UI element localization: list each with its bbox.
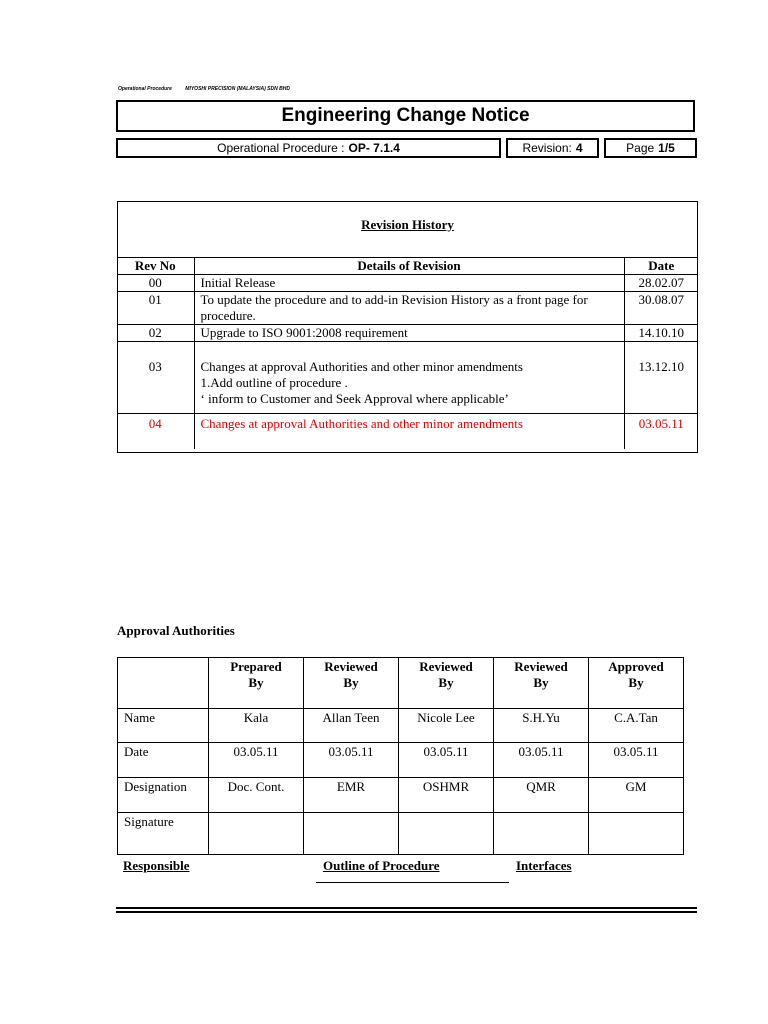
designation-cell: GM xyxy=(589,778,684,813)
table-row xyxy=(117,342,698,414)
date-cell: 03.05.11 xyxy=(209,743,304,778)
procedure-label: Operational Procedure : xyxy=(217,141,345,155)
date-cell: 03.05.11 xyxy=(589,743,684,778)
row-label: Designation xyxy=(118,778,209,813)
name-cell: Allan Teen xyxy=(304,709,399,743)
revision-date: 13.12.10 xyxy=(624,342,698,414)
designation-cell: QMR xyxy=(494,778,589,813)
revision-label: Revision: xyxy=(522,141,572,155)
approval-header-row xyxy=(118,658,684,709)
approval-table xyxy=(117,657,684,855)
column-header: Reviewed By xyxy=(304,658,399,709)
revision-header-row xyxy=(117,258,698,275)
bottom-double-rule xyxy=(116,907,697,913)
revision-box xyxy=(506,138,599,158)
signature-cell xyxy=(304,813,399,855)
column-header: Prepared By xyxy=(209,658,304,709)
designation-cell: EMR xyxy=(304,778,399,813)
responsible-heading: Responsible xyxy=(123,858,190,873)
signature-cell xyxy=(494,813,589,855)
signature-cell xyxy=(399,813,494,855)
revision-date: 14.10.10 xyxy=(624,325,698,342)
table-row xyxy=(118,709,684,743)
revision-details: Initial Release xyxy=(194,275,624,292)
procedure-number: OP- 7.1.4 xyxy=(348,141,400,155)
revision-date: 28.02.07 xyxy=(624,275,698,292)
designation-cell: Doc. Cont. xyxy=(209,778,304,813)
divider-line xyxy=(316,882,509,883)
revision-history-table xyxy=(117,257,698,449)
document-title: Engineering Change Notice xyxy=(116,100,695,132)
designation-cell: OSHMR xyxy=(399,778,494,813)
details-line: Changes at approval Authorities and other minor amendments xyxy=(200,359,523,374)
rev-no: 01 xyxy=(117,292,194,325)
rev-no: 03 xyxy=(117,342,194,414)
row-label: Date xyxy=(118,743,209,778)
revision-details: Upgrade to ISO 9001:2008 requirement xyxy=(194,325,624,342)
interfaces-heading: Interfaces xyxy=(516,858,572,873)
procedure-box xyxy=(116,138,501,158)
revision-date: 03.05.11 xyxy=(624,414,698,449)
date-cell: 03.05.11 xyxy=(399,743,494,778)
page-label: Page xyxy=(626,141,655,155)
approval-heading: Approval Authorities xyxy=(117,623,235,638)
date-cell: 03.05.11 xyxy=(494,743,589,778)
column-header: Approved By xyxy=(589,658,684,709)
revision-details xyxy=(194,342,624,414)
revision-date: 30.08.07 xyxy=(624,292,698,325)
outline-heading: Outline of Procedure xyxy=(323,858,440,873)
column-header: Details of Revision xyxy=(194,258,624,275)
table-row xyxy=(117,325,698,342)
running-header xyxy=(118,86,290,92)
column-header: Rev No xyxy=(117,258,194,275)
name-cell: Kala xyxy=(209,709,304,743)
company-name: MIYOSHI PRECISION (MALAYSIA) SDN BHD xyxy=(185,86,290,92)
revision-details: Changes at approval Authorities and other minor amendments xyxy=(194,414,624,449)
column-header: Date xyxy=(624,258,698,275)
table-row xyxy=(118,743,684,778)
page-number: 1/5 xyxy=(658,141,675,155)
table-row xyxy=(118,778,684,813)
signature-cell xyxy=(589,813,684,855)
rev-no: 04 xyxy=(117,414,194,449)
details-line: ‘ inform to Customer and Seek Approval where applicable’ xyxy=(200,391,509,406)
revision-details: To update the procedure and to add-in Revision History as a front page for procedure. xyxy=(194,292,624,325)
table-row-current xyxy=(117,414,698,449)
signature-cell xyxy=(209,813,304,855)
page-box xyxy=(604,138,697,158)
row-label: Signature xyxy=(118,813,209,855)
revision-number: 4 xyxy=(575,141,583,155)
column-header: Reviewed By xyxy=(494,658,589,709)
corner-cell xyxy=(118,658,209,709)
revision-history-title: Revision History xyxy=(361,217,454,232)
rev-no: 02 xyxy=(117,325,194,342)
name-cell: Nicole Lee xyxy=(399,709,494,743)
column-header: Reviewed By xyxy=(399,658,494,709)
table-row xyxy=(117,275,698,292)
name-cell: S.H.Yu xyxy=(494,709,589,743)
table-row xyxy=(117,292,698,325)
rev-no: 00 xyxy=(117,275,194,292)
date-cell: 03.05.11 xyxy=(304,743,399,778)
doc-type: Operational Procedure xyxy=(118,86,172,92)
row-label: Name xyxy=(118,709,209,743)
name-cell: C.A.Tan xyxy=(589,709,684,743)
details-line: 1.Add outline of procedure . xyxy=(200,375,348,390)
table-row xyxy=(118,813,684,855)
